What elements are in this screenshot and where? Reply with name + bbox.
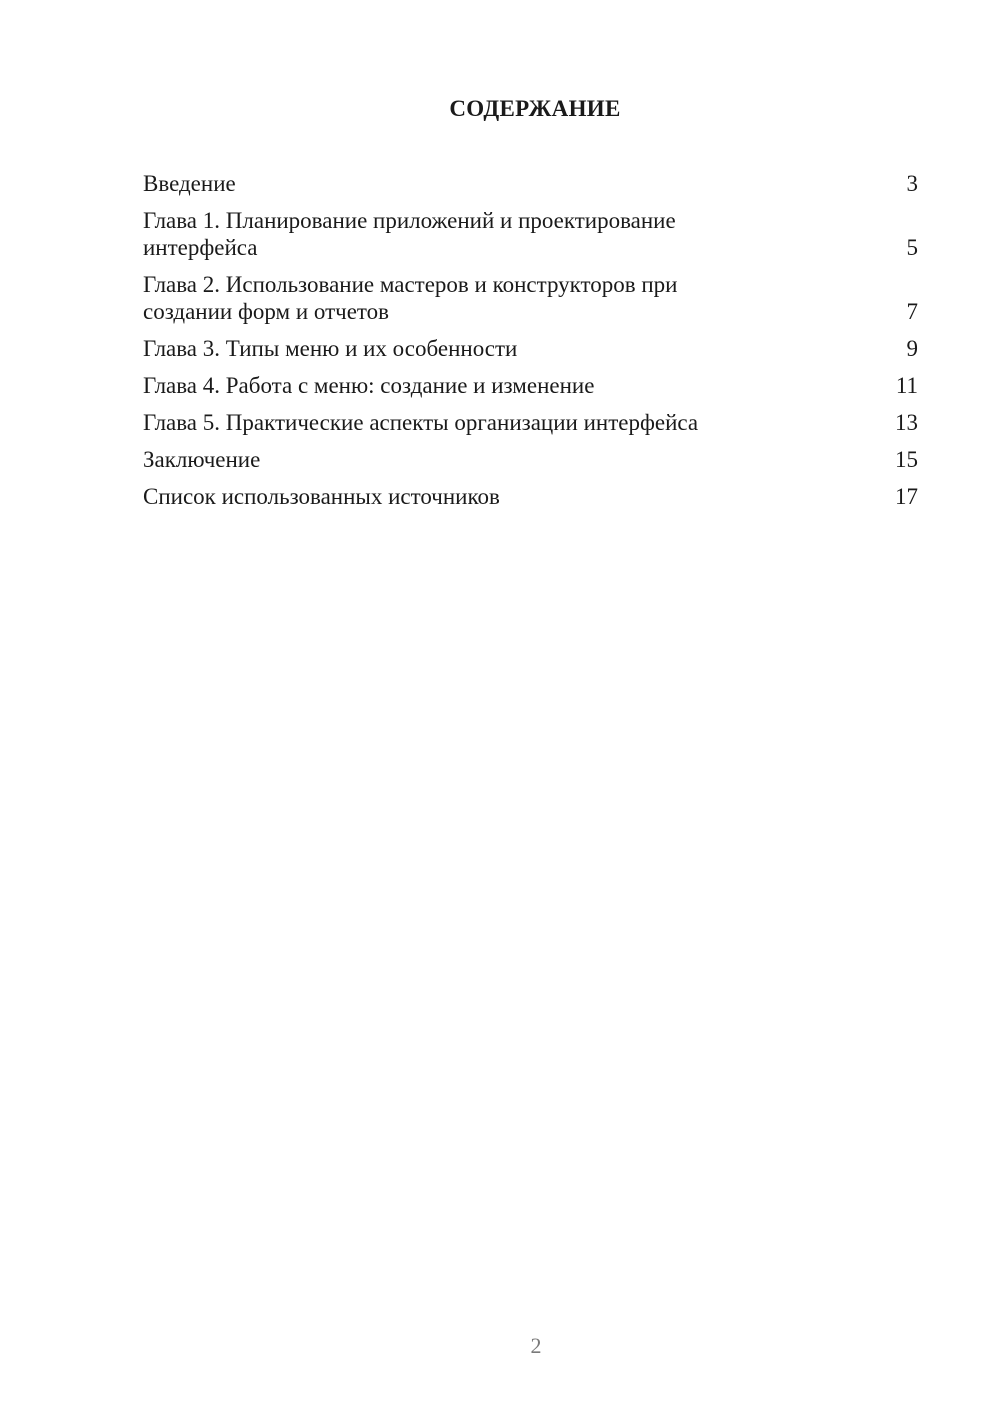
toc-entry-label: Глава 4. Работа с меню: создание и изменение	[143, 373, 595, 398]
toc-entry-references	[143, 483, 918, 510]
toc-entry-conclusion	[143, 446, 918, 473]
toc-entry-chapter-3	[143, 335, 918, 362]
toc-entry-label: Глава 2. Использование мастеров и конструкторов при создании форм и отчетов	[143, 272, 678, 324]
toc-entry-page: 13	[895, 410, 918, 435]
toc-entry-page: 11	[895, 373, 918, 398]
toc-entry-label: Заключение	[143, 447, 261, 472]
toc-entry-label: Глава 3. Типы меню и их особенности	[143, 336, 518, 361]
toc-entry-chapter-2	[143, 271, 918, 325]
toc-entry-chapter-4	[143, 372, 918, 399]
toc-entry-label: Список использованных источников	[143, 484, 500, 509]
page-number: 2	[530, 1333, 542, 1358]
toc-entry-label: Глава 1. Планирование приложений и проектирование интерфейса	[143, 208, 676, 260]
toc-title: СОДЕРЖАНИЕ	[449, 96, 621, 121]
toc-entry-page: 7	[906, 299, 918, 324]
toc-entry-chapter-1	[143, 207, 918, 261]
toc-entry-page: 5	[906, 235, 918, 260]
toc-entry-page: 9	[906, 336, 918, 361]
toc-entry-page: 3	[906, 171, 918, 196]
toc-entry-page: 15	[895, 447, 918, 472]
toc-entry-label: Введение	[143, 171, 236, 196]
toc-entry-chapter-5	[143, 409, 918, 436]
toc-entry-introduction	[143, 170, 918, 197]
toc-entry-page: 17	[895, 484, 918, 509]
table-of-contents	[143, 170, 918, 520]
toc-entry-label: Глава 5. Практические аспекты организации интерфейса	[143, 410, 699, 435]
